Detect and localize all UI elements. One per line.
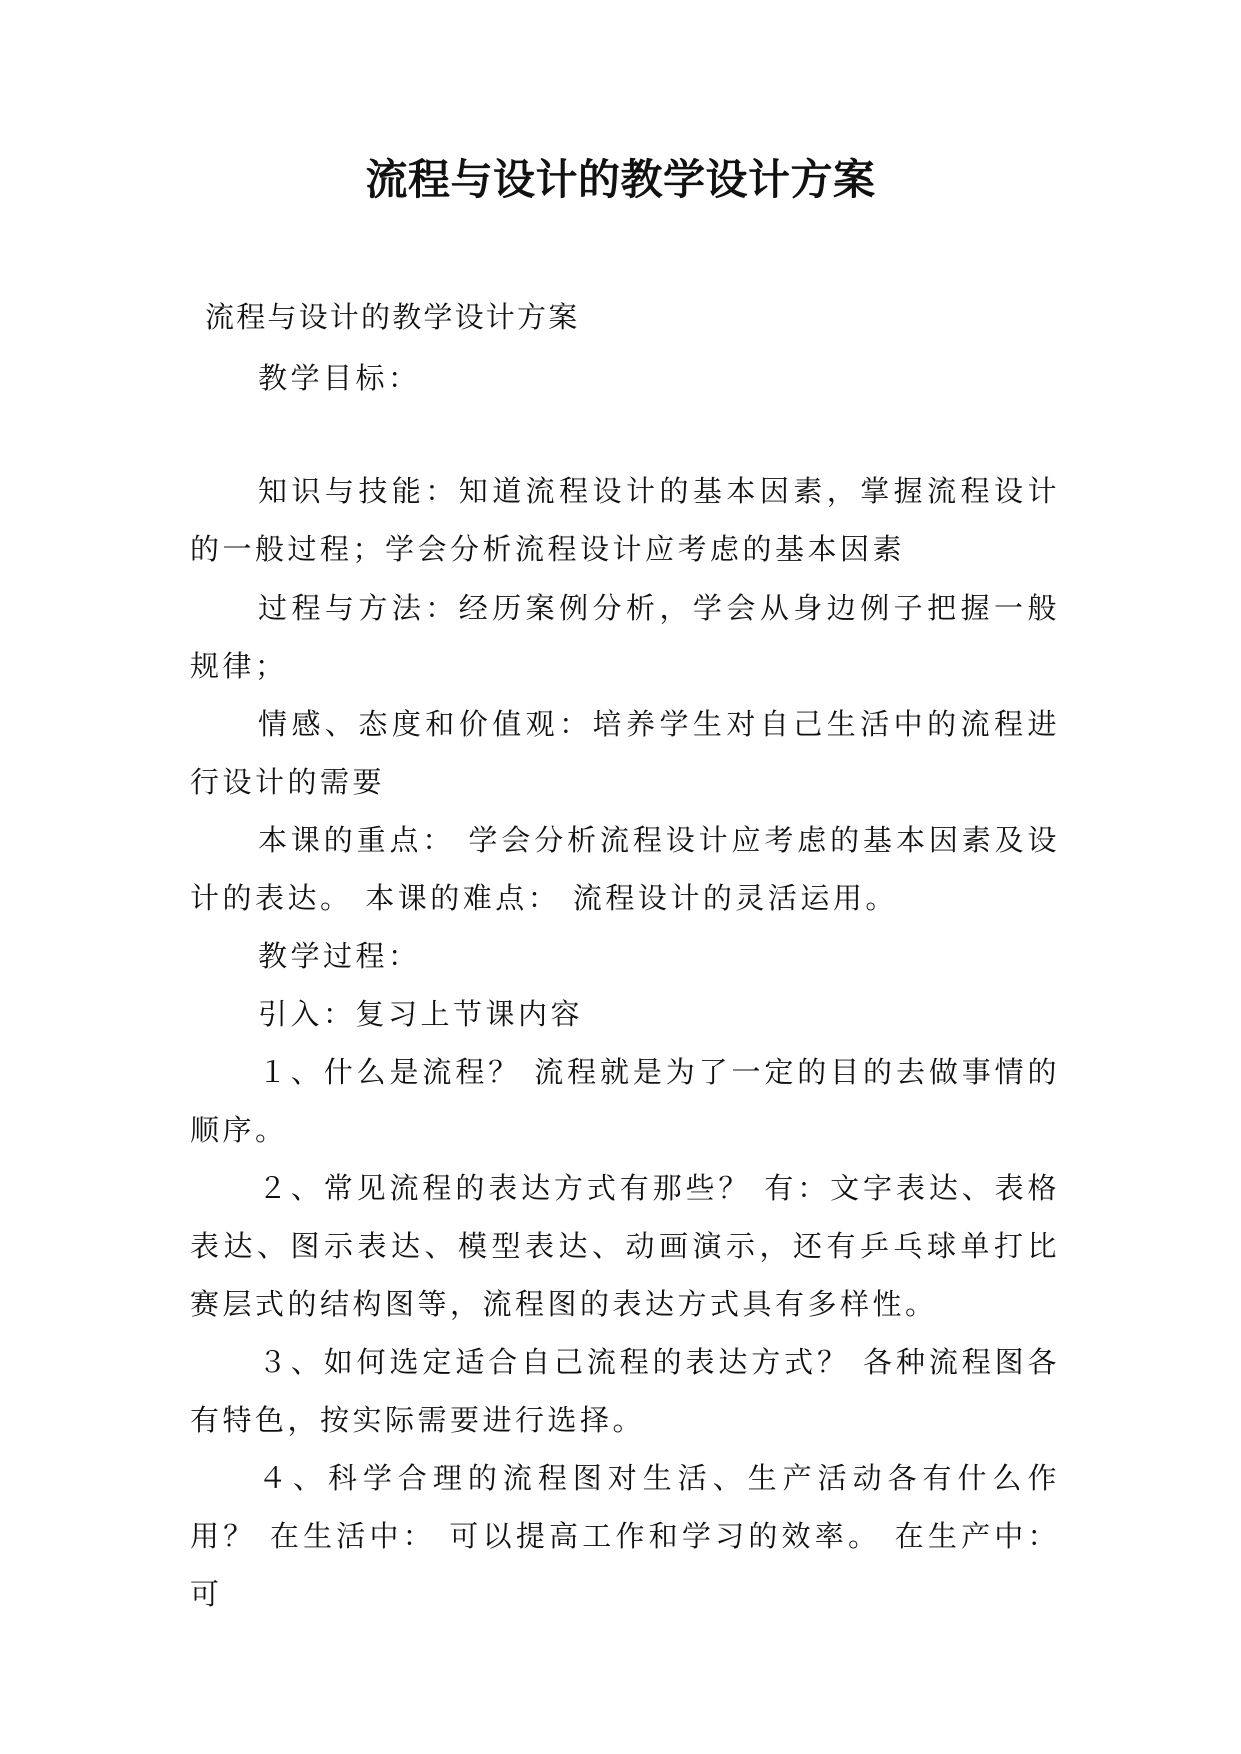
document-subtitle: 流程与设计的教学设计方案 bbox=[205, 300, 580, 334]
paragraph-question-2: ２、常见流程的表达方式有那些？ 有：文字表达、表格表达、图示表达、模型表达、动画演示，还有乒乓球单打比赛层式的结构图等，流程图的表达方式具有多样性。 bbox=[190, 1171, 1060, 1321]
paragraph-teaching-process: 教学过程： bbox=[258, 939, 421, 973]
paragraph-question-4: ４、科学合理的流程图对生活、生产活动各有什么作用？ 在生活中： 可以提高工作和学习的效率。 在生产中： 可 bbox=[190, 1461, 1060, 1611]
paragraph-teaching-goals: 教学目标： bbox=[258, 361, 421, 395]
paragraph-question-3: ３、如何选定适合自己流程的表达方式？ 各种流程图各有特色，按实际需要进行选择。 bbox=[190, 1345, 1060, 1437]
paragraph-emotions-values: 情感、态度和价值观：培养学生对自己生活中的流程进行设计的需要 bbox=[190, 707, 1060, 799]
paragraph-knowledge-skills: 知识与技能：知道流程设计的基本因素，掌握流程设计的一般过程；学会分析流程设计应考虑的基本因素 bbox=[190, 474, 1060, 566]
paragraph-key-points: 本课的重点： 学会分析流程设计应考虑的基本因素及设计的表达。 本课的难点： 流程设计的灵活运用。 bbox=[190, 823, 1060, 915]
paragraph-question-1: １、什么是流程？ 流程就是为了一定的目的去做事情的顺序。 bbox=[190, 1055, 1060, 1147]
paragraph-process-methods: 过程与方法：经历案例分析，学会从身边例子把握一般规律； bbox=[190, 591, 1060, 683]
paragraph-introduction: 引入：复习上节课内容 bbox=[258, 997, 584, 1031]
document-title: 流程与设计的教学设计方案 bbox=[365, 155, 876, 204]
